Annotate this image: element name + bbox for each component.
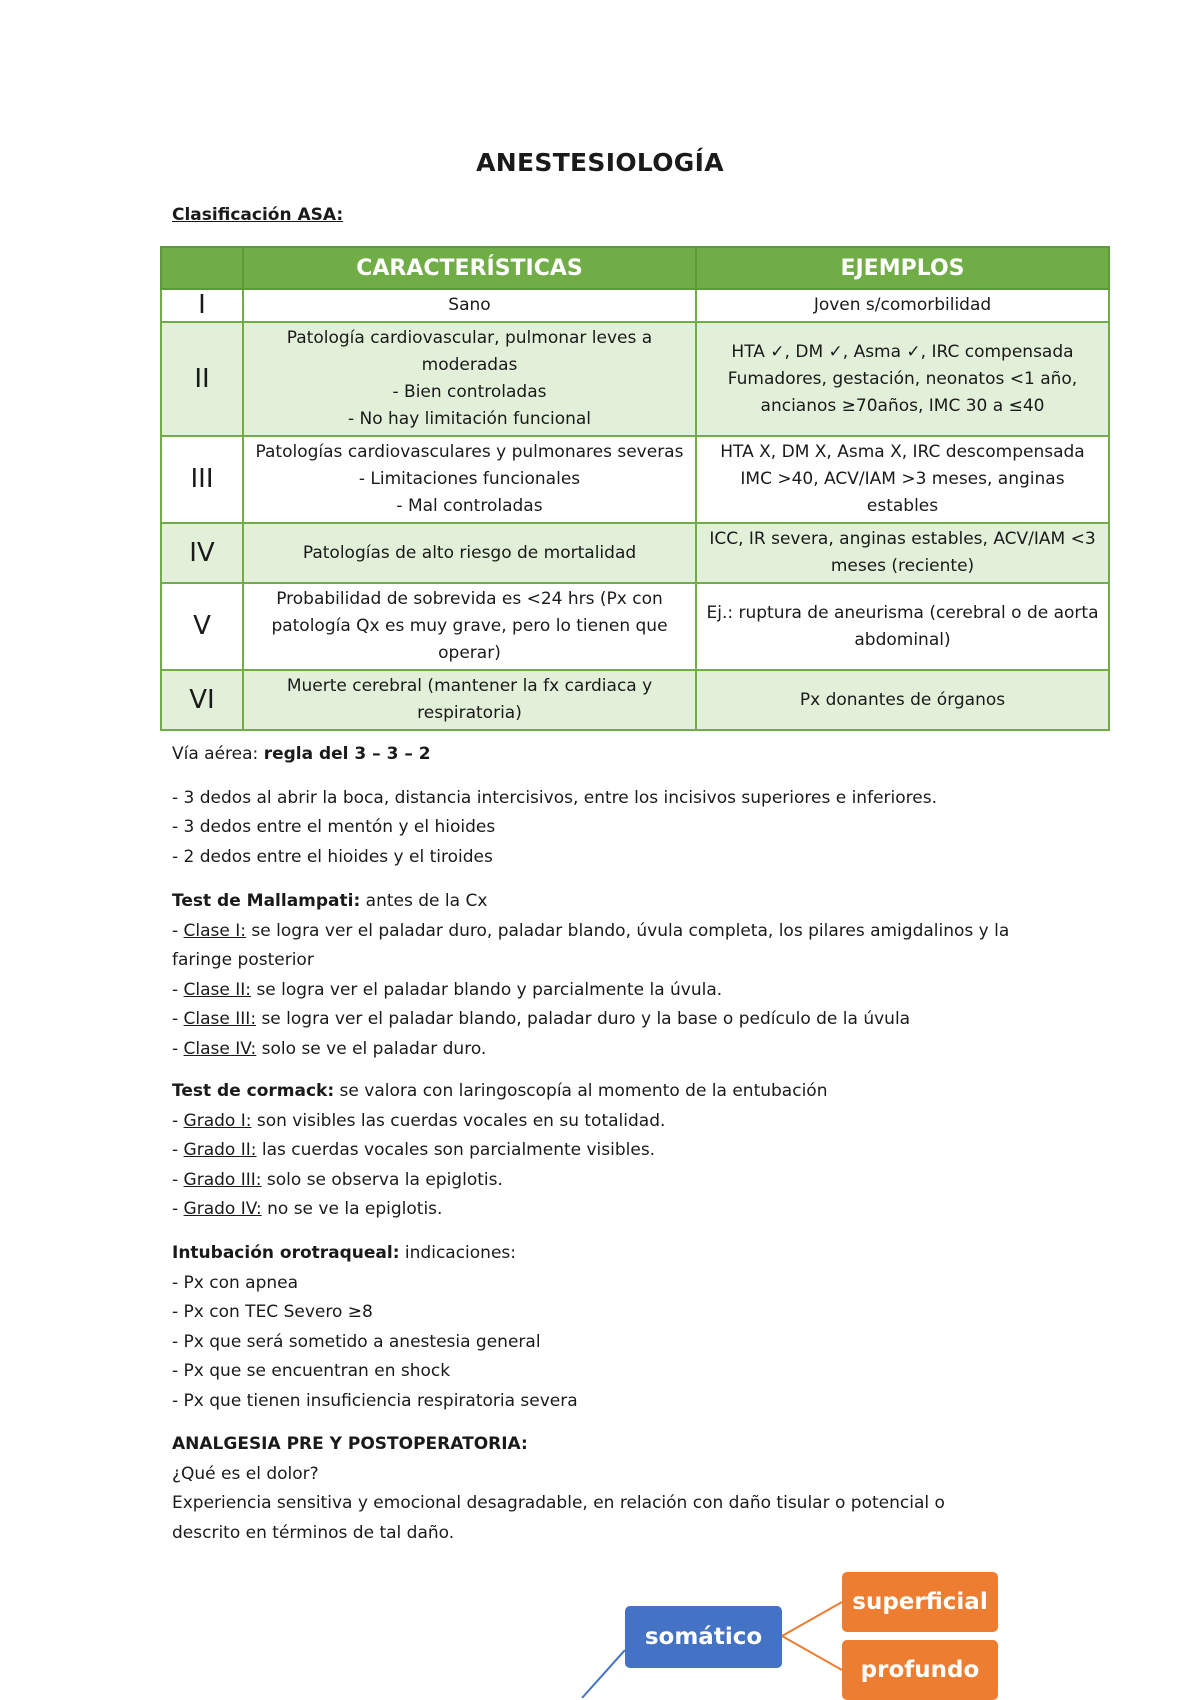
analgesia-question: ¿Qué es el dolor? [172,1463,319,1484]
table-row [161,436,1109,523]
asa-class-cell: II [161,322,243,436]
superficial-node: superficial [842,1572,998,1632]
via-aerea-section [172,740,1072,872]
asa-caracteristicas-cell [243,583,696,670]
intubacion-label: Intubación orotraqueal: [172,1243,400,1263]
asa-class-cell: VI [161,670,243,730]
list-item: - Clase IV: solo se ve el paladar duro. [172,1038,487,1059]
cormack-label: Test de cormack: [172,1081,335,1101]
diagram-connectors [0,1560,1200,1698]
cell-line: - Limitaciones funcionales [358,469,581,489]
list-item: - Px que tienen insuficiencia respiratoria severa [172,1390,578,1411]
cell-line: Px donantes de órganos [799,689,1006,710]
asa-caracteristicas-cell [243,523,696,583]
list-item: - Grado III: solo se observa la epiglotis. [172,1169,503,1190]
via-aerea-rule: regla del 3 – 3 – 2 [263,744,431,764]
asa-class-cell: I [161,289,243,322]
via-aerea-item: - 3 dedos al abrir la boca, distancia intercisivos, entre los incisivos superiores e inferiores. [172,787,937,808]
cell-line: - Mal controladas [396,496,543,516]
intubacion-desc: indicaciones: [399,1243,516,1263]
cell-line: ICC, IR severa, anginas estables, ACV/IAM <3 meses (reciente) [709,529,1096,576]
page-title: ANESTESIOLOGÍA [476,148,724,177]
table-row [161,583,1109,670]
mallampati-label: Test de Mallampati: [172,891,361,911]
via-aerea-label: Vía aérea: [172,744,259,764]
list-item: - Px que se encuentran en shock [172,1361,451,1381]
cell-line: Joven s/comorbilidad [813,295,992,315]
asa-ejemplos-cell [696,436,1109,523]
cell-line: Patologías de alto riesgo de mortalidad [302,542,637,563]
via-aerea-item: - 2 dedos entre el hioides y el tiroides [172,846,493,867]
table-row [161,670,1109,730]
cell-line: HTA X, DM X, Asma X, IRC descompensada [720,442,1085,462]
cell-line: Fumadores, gestación, neonatos <1 año, ancianos ≥70años, IMC 30 a ≤40 [727,368,1078,416]
asa-caracteristicas-cell [243,322,696,436]
somatico-node: somático [625,1606,782,1668]
list-item: - Clase II: se logra ver el paladar blando y parcialmente la úvula. [172,979,723,1000]
cell-line: Sano [448,295,491,315]
asa-classification-label: Clasificación ASA: [172,205,344,225]
header-class [161,247,243,289]
asa-ejemplos-cell [696,523,1109,583]
asa-class-cell: III [161,436,243,523]
cormack-desc: se valora con laringoscopía al momento de la entubación [334,1081,828,1101]
profundo-node: profundo [842,1640,998,1700]
cell-line: Ej.: ruptura de aneurisma (cerebral o de aorta abdominal) [706,602,1099,650]
mallampati-section [172,887,1072,1064]
asa-caracteristicas-cell [243,670,696,730]
cell-line: - No hay limitación funcional [347,409,592,429]
asa-classification-table [160,246,1110,731]
cell-line: Probabilidad de sobrevida es <24 hrs (Px con patología Qx es muy grave, pero lo tienen que operar) [271,589,668,663]
table-header-row [161,247,1109,289]
cell-line: IMC >40, ACV/IAM >3 meses, anginas estables [740,469,1065,516]
asa-ejemplos-cell [696,583,1109,670]
cell-line: Patologías cardiovasculares y pulmonares severas [255,442,684,462]
header-caracteristicas: CARACTERÍSTICAS [243,247,696,289]
cell-line: HTA ✓, DM ✓, Asma ✓, IRC compensada [731,341,1074,362]
connector-superficial [782,1602,842,1636]
asa-ejemplos-cell [696,670,1109,730]
connector-parent [582,1650,625,1698]
table-row [161,322,1109,436]
list-item: - Clase I: se logra ver el paladar duro, paladar blando, úvula completa, los pilares amigdalinos y la faringe posterior [172,920,1010,970]
table-row [161,523,1109,583]
asa-ejemplos-cell [696,289,1109,322]
via-aerea-item: - 3 dedos entre el mentón y el hioides [172,817,496,837]
list-item: - Clase III: se logra ver el paladar blando, paladar duro y la base o pedículo de la úvula [172,1009,911,1029]
intubacion-section [172,1239,1072,1416]
analgesia-heading: ANALGESIA PRE Y POSTOPERATORIA: [172,1434,528,1454]
list-item: - Grado I: son visibles las cuerdas vocales en su totalidad. [172,1110,666,1131]
table-row [161,289,1109,322]
asa-class-cell: IV [161,523,243,583]
list-item: - Grado IV: no se ve la epiglotis. [172,1199,443,1219]
list-item: - Px con TEC Severo ≥8 [172,1302,373,1322]
analgesia-section [172,1430,1012,1548]
asa-caracteristicas-cell [243,289,696,322]
list-item: - Grado II: las cuerdas vocales son parcialmente visibles. [172,1140,656,1160]
cell-line: - Bien controladas [392,382,547,402]
mallampati-desc: antes de la Cx [360,891,488,911]
asa-class-cell: V [161,583,243,670]
analgesia-definition: Experiencia sensitiva y emocional desagradable, en relación con daño tisular o potencial o descrito en términos de tal daño. [172,1493,945,1543]
connector-profundo [782,1636,842,1670]
asa-caracteristicas-cell [243,436,696,523]
list-item: - Px que será sometido a anestesia general [172,1331,541,1352]
header-ejemplos: EJEMPLOS [696,247,1109,289]
cell-line: Muerte cerebral (mantener la fx cardiaca y respiratoria) [286,676,653,723]
cormack-section [172,1077,1072,1225]
asa-ejemplos-cell [696,322,1109,436]
list-item: - Px con apnea [172,1272,299,1293]
cell-line: Patología cardiovascular, pulmonar leves a moderadas [286,328,653,375]
pain-type-diagram [0,1560,1200,1698]
